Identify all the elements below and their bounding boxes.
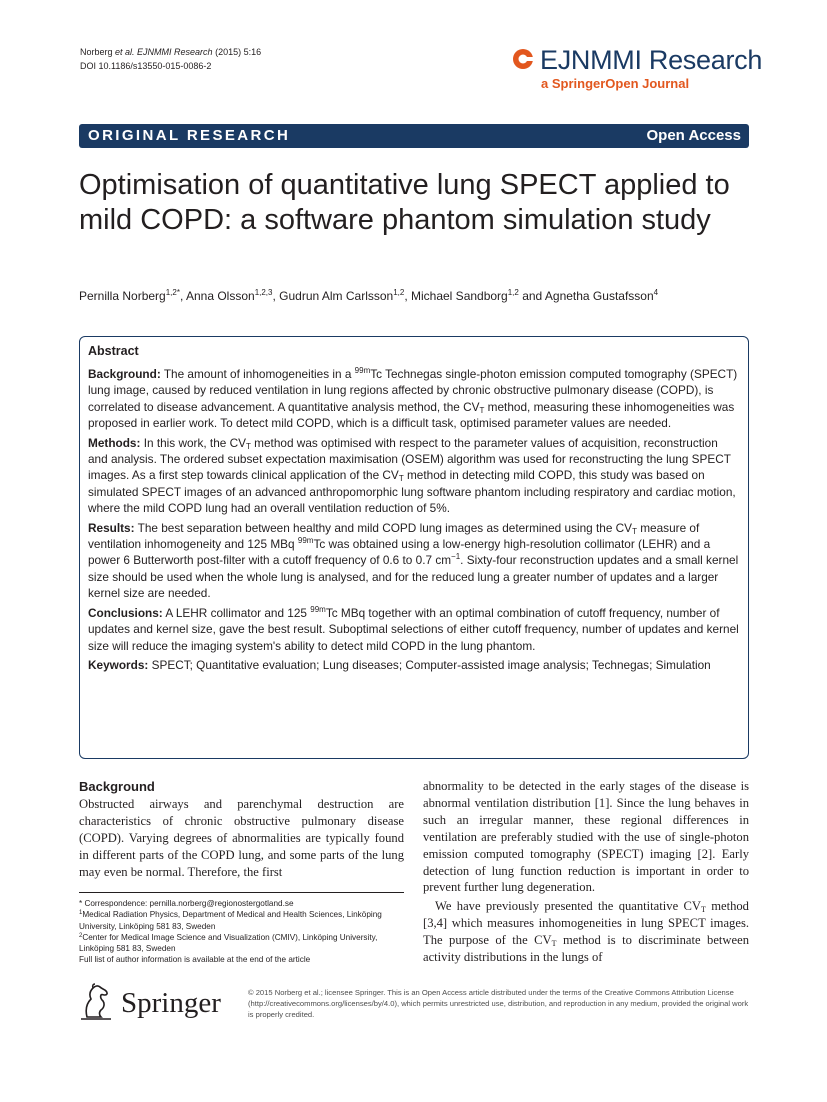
citation-block — [80, 45, 261, 73]
abstract-box — [79, 336, 749, 759]
abstract-methods-label: Methods: — [88, 435, 141, 450]
journal-logo[interactable] — [512, 44, 763, 96]
article-type: ORIGINAL RESEARCH — [88, 127, 291, 144]
section-heading-background: Background — [79, 779, 155, 794]
cvt-paragraph: We have previously presented the quantitative $CV_T$ method [3,4] which measures inhomogeneities in lung SPECT images. The purpose of the $CV_T$ method is to discriminate between activity distributions in the lungs of — [423, 899, 750, 965]
abstract-heading: Abstract — [88, 344, 139, 358]
keywords-label: Keywords: — [88, 657, 149, 672]
citation-line — [80, 45, 261, 59]
citation-volume: (2015) 5:16 — [215, 47, 262, 57]
open-access-label: Open Access — [646, 127, 741, 144]
springer-logo[interactable] — [79, 983, 239, 1023]
doi: DOI 10.1186/s13550-015-0086-2 — [80, 61, 212, 71]
abstract-methods: Methods: In this work, the $CV_T$ method was optimised with respect to the parameter values of acquisition, reconstruction and analysis. The ordered subset expectation maximisation (OSEM) algorithm was used for reconstructing the lung SPECT images. As a first step towards clinical application of the $CV_T$ method in detecting mild COPD, this study was based on simulated SPECT images of an advanced anthropomorphic lung software phantom including respiratory and cardiac motion, where the mild COPD lung had an overall ventilation reduction of 5%. — [88, 435, 736, 516]
citation-author: Norberg — [80, 47, 113, 57]
affiliation-1 — [79, 909, 404, 932]
citation-journal: et al. EJNMMI Research — [115, 47, 213, 57]
publisher-name: Springer — [121, 987, 221, 1019]
abstract-results: Results: The best separation between healthy and mild COPD lung images as determined using the $CV_T$ measure of ventilation inhomogeneity and 125 MBq $^{99m}$Tc was obtained using a low-energy high-resolution collimator (LEHR) and a power 6 Butterworth post-filter with a cutoff frequency of 0.6 to 0.7 $cm^{-1}$. Sixty-four reconstruction updates and a small kernel size should be used when the whole lung is analysed, and for the reduced lung a greater number of updates and a larger kernel size are needed. — [88, 520, 739, 601]
abstract-background: Background: The amount of inhomogeneities in a $^{99m}$Tc Technegas single-photon emission computed tomography (SPECT) lung image, caused by reduced ventilation in lung regions affected by chronic obstructive pulmonary disease (COPD), is correlated to disease advancement. A quantitative analysis method, the $CV_T$ method, measuring these inhomogeneities was proposed in earlier work. To detect mild COPD, which is a difficult task, optimised parameter values are needed. — [88, 366, 738, 431]
correspondence-email[interactable]: * Correspondence: pernilla.norberg@regionostergotland.se — [79, 899, 294, 908]
author-affiliation: 1,2 — [393, 288, 405, 297]
journal-subtitle: a SpringerOpen Journal — [541, 76, 690, 91]
author-list: Pernilla Norberg$^{1,2*}$, Anna Olsson$^{1,2,3}$, Gudrun Alm Carlsson$^{1,2}$, Michael Sandborg$^{1,2}$ and Agnetha Gustafsson$^4$ — [79, 288, 659, 303]
affiliation-text: Center for Medical Image Science and Visualization (CMIV), Linköping University, Linköping 581 83, Sweden — [79, 932, 378, 954]
abstract-conclusions: Conclusions: A LEHR collimator and 125 $^{99m}$Tc MBq together with an optimal combination of cutoff frequency, number of updates and kernel size, gave the best result. Suboptimal selections of either cutoff frequency, number of updates and kernel size will reduce the imaging system's ability to detect mild COPD in the lung phantom. — [88, 604, 739, 653]
affiliation-2 — [79, 932, 404, 955]
author-affiliation: 1,2 — [507, 288, 519, 297]
journal-name: EJNMMI Research — [540, 45, 763, 75]
springer-horse-icon — [79, 983, 113, 1021]
author-affiliation: 1,2* — [165, 288, 180, 297]
right-column — [423, 778, 749, 966]
paper-title: Optimisation of quantitative lung SPECT applied to mild COPD: a software phantom simulation study — [79, 169, 730, 236]
author-name[interactable]: Agnetha Gustafsson — [544, 289, 654, 303]
ejnmmi-logo-icon — [512, 48, 534, 70]
author-name[interactable]: Anna Olsson — [185, 289, 255, 303]
abstract-conclusions-label: Conclusions: — [88, 605, 163, 620]
author-name[interactable]: Gudrun Alm Carlsson — [279, 289, 394, 303]
affiliation-number: 2 — [79, 932, 83, 939]
affiliation-text: Medical Radiation Physics, Department of Medical and Health Sciences, Linköping University, Linköping 581 83, Sweden — [79, 910, 382, 931]
author-affiliation: 4 — [653, 288, 659, 297]
continued-paragraph: abnormality to be detected in the early stages of the disease is abnormal ventilation distribution [1]. Since the lung behaves in such an irregular manner, these regional differences in ventilation are preferably studied with the use of single-photon emission computed tomography (SPECT) imaging [2]. Early detection of lung function reduction is important in order to prevent further lung degeneration. — [423, 779, 749, 895]
abstract-results-label: Results: — [88, 520, 135, 535]
author-name[interactable]: Michael Sandborg — [411, 289, 508, 303]
keywords-list: SPECT; Quantitative evaluation; Lung diseases; Computer-assisted image analysis; Technegas; Simulation — [151, 657, 711, 672]
article-type-banner — [79, 124, 749, 148]
author-info-note: Full list of author information is available at the end of the article — [79, 955, 311, 965]
abstract-keywords — [88, 657, 740, 673]
author-affiliation: 1,2,3 — [254, 288, 273, 297]
author-name[interactable]: Pernilla Norberg — [79, 289, 166, 303]
license-text: © 2015 Norberg et al.; licensee Springer. This is an Open Access article distributed under the terms of the Creative Commons Attribution License (http://creativecommons.org/licenses/by/4.0), which permits unrestricted use, distribution, and reproduction in any medium, provided the original work is properly credited. — [248, 988, 749, 1019]
background-paragraph: Obstructed airways and parenchymal destruction are characteristics of chronic obstructive pulmonary disease (COPD). Varying degrees of abnormalities are typically found in different parts of the COPD lung, and some parts of the lung may even be normal. Therefore, the first — [79, 797, 404, 879]
affiliation-number: 1 — [79, 910, 83, 917]
abstract-background-label: Background: — [88, 367, 161, 381]
footnotes — [79, 892, 404, 966]
left-column — [79, 778, 404, 881]
